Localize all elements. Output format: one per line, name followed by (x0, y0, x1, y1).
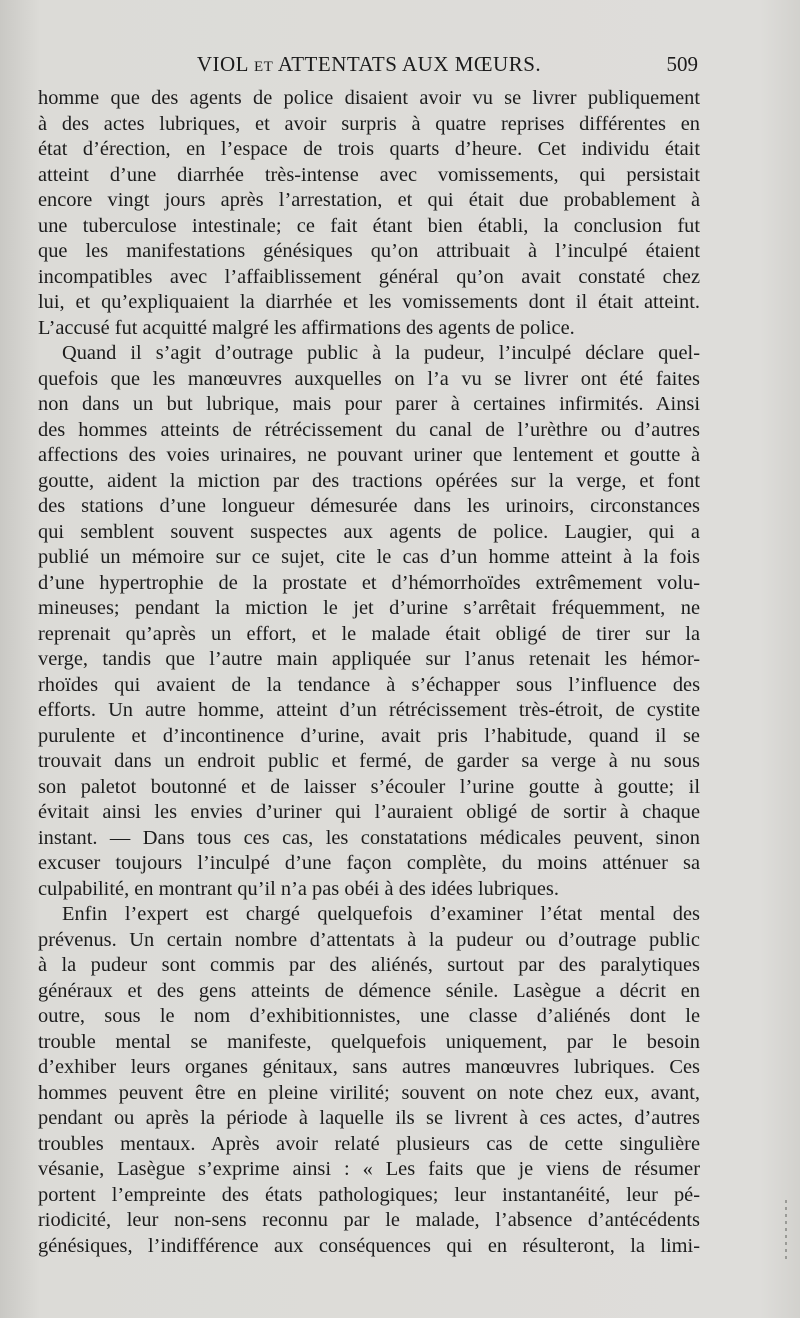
running-title (38, 52, 700, 77)
body-text (38, 86, 700, 1259)
text-line: prévenus. Un certain nombre d’attentats à la pudeur ou d’outrage public (38, 928, 700, 951)
text-line: purulente et d’incontinence d’urine, avait pris l’habitude, quand il se (38, 724, 700, 747)
text-line: atteint d’une diarrhée très-intense avec vomissements, qui persistait (38, 163, 700, 186)
text-line: Enfin l’expert est chargé quelquefois d’examiner l’état mental des (62, 903, 700, 925)
text-line: incompatibles avec l’affaiblissement général qu’on avait constaté chez (38, 265, 700, 288)
text-line: portent l’empreinte des états pathologiques; leur instantanéité, leur pé- (38, 1183, 700, 1206)
text-line: efforts. Un autre homme, atteint d’un rétrécissement très-étroit, de cystite (38, 699, 700, 721)
text-line: pendant ou après la période à laquelle ils se livrent à ces actes, d’autres (38, 1107, 700, 1129)
text-line: son paletot boutonné et de laisser s’écouler l’urine goutte à goutte; il (38, 775, 700, 798)
margin-mark (785, 1200, 787, 1260)
page-header (38, 52, 700, 82)
text-line: rhoïdes qui avaient de la tendance à s’échapper sous l’influence des (38, 673, 700, 696)
text-line: troubles mentaux. Après avoir relaté plusieurs cas de cette singulière (38, 1132, 700, 1155)
text-line: lui, et qu’expliquaient la diarrhée et les vomissements dont il était atteint. (38, 291, 700, 313)
text-line: publié un mémoire sur ce sujet, cite le cas d’un homme atteint à la fois (38, 546, 700, 568)
text-line: affections des voies urinaires, ne pouvant uriner que lentement et goutte à (38, 444, 700, 466)
text-line: vésanie, Lasègue s’exprime ainsi : « Les faits que je viens de résumer (38, 1158, 700, 1180)
running-title-part2: ATTENTATS AUX MŒURS. (277, 52, 542, 76)
text-line: non dans un but lubrique, mais pour parer à certaines infirmités. Ainsi (38, 393, 700, 415)
text-line: homme que des agents de police disaient avoir vu se livrer publiquement (38, 87, 700, 109)
text-line: d’exhiber leurs organes génitaux, sans autres manœuvres lubriques. Ces (38, 1056, 700, 1078)
text-line: riodicité, leur non-sens reconnu par le malade, l’absence d’antécédents (38, 1209, 700, 1231)
text-line: des stations d’une longueur démesurée dans les urinoirs, circonstances (38, 495, 700, 517)
text-line: état d’érection, en l’espace de trois quarts d’heure. Cet individu était (38, 138, 700, 160)
text-line: excuser toujours l’inculpé d’une façon complète, du moins atténuer sa (38, 852, 700, 874)
text-line: outre, sous le nom d’exhibitionnistes, une classe d’aliénés dont le (38, 1005, 700, 1027)
running-title-part1: VIOL (196, 52, 249, 76)
text-line: trouvait dans un endroit public et fermé, de garder sa verge à nu sous (38, 750, 700, 772)
text-line: trouble mental se manifeste, quelquefois uniquement, par le besoin (38, 1030, 700, 1053)
text-line: L’accusé fut acquitté malgré les affirmations des agents de police. (38, 316, 575, 339)
text-line: verge, tandis que l’autre main appliquée sur l’anus retenait les hémor- (38, 648, 700, 670)
text-line: culpabilité, en montrant qu’il n’a pas obéi à des idées lubriques. (38, 877, 559, 900)
text-line: mineuses; pendant la miction le jet d’urine s’arrêtait fréquemment, ne (38, 597, 700, 619)
text-line: instant. — Dans tous ces cas, les constatations médicales peuvent, sinon (38, 826, 700, 849)
text-line: goutte, aident la miction par des tractions opérées sur la verge, et font (38, 469, 700, 492)
text-line: des hommes atteints de rétrécissement du canal de l’urèthre ou d’autres (38, 418, 700, 441)
text-line: une tuberculose intestinale; ce fait étant bien établi, la conclusion fut (38, 214, 700, 237)
text-line: d’une hypertrophie de la prostate et d’hémorrhoïdes extrêmement volu- (38, 571, 700, 594)
text-line: hommes peuvent être en pleine virilité; souvent on note chez eux, avant, (38, 1081, 700, 1104)
text-line: génésiques, l’indifférence aux conséquences qui en résulteront, la limi- (38, 1234, 700, 1257)
text-line: Quand il s’agit d’outrage public à la pudeur, l’inculpé déclare quel- (62, 342, 700, 364)
text-line: que les manifestations génésiques qu’on attribuait à l’inculpé étaient (38, 240, 700, 262)
text-line: qui semblent souvent suspectes aux agents de police. Laugier, qui a (38, 520, 700, 543)
text-line: quefois que les manœuvres auxquelles on l’a vu se livrer ont été faites (38, 367, 700, 390)
running-title-et: ET (253, 59, 274, 75)
text-line: à des actes lubriques, et avoir surpris à quatre reprises différentes en (38, 112, 700, 135)
text-line: encore vingt jours après l’arrestation, et qui était due probablement à (38, 189, 700, 211)
text-line: généraux et des gens atteints de démence sénile. Lasègue a décrit en (38, 979, 700, 1002)
text-line: reprenait qu’après un effort, et le malade était obligé de tirer sur la (38, 622, 700, 645)
text-line: à la pudeur sont commis par des aliénés, surtout par des paralytiques (38, 954, 700, 976)
text-line: évitait ainsi les envies d’uriner qui l’auraient obligé de sortir à chaque (38, 801, 700, 823)
page-number: 509 (666, 52, 698, 76)
